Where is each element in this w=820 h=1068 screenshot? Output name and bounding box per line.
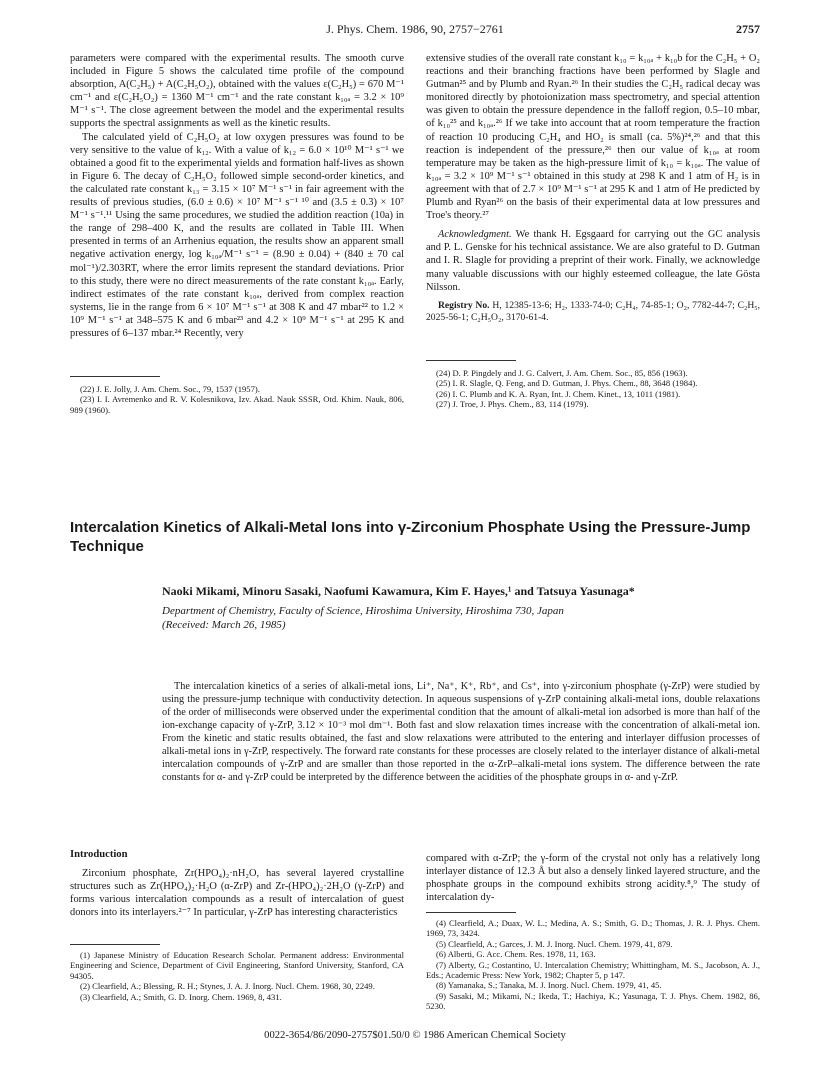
footnote-5: (5) Clearfield, A.; Garces, J. M. J. Inorg. Nucl. Chem. 1979, 41, 879. [436, 938, 673, 949]
article-title: Intercalation Kinetics of Alkali-Metal Ions into γ-Zirconium Phosphate Using the Pressure-Jump Technique [70, 519, 751, 555]
footnote-7: (7) Alberty, G.; Costantino, U. Intercalation Chemistry; Whittingham, M. S., Jacobson, A. J., Eds.; Academic Press: New York, 1982; Chapter 5, p 147. [426, 959, 760, 981]
running-header [70, 22, 760, 38]
article-affiliation [162, 604, 762, 632]
footnote-6: (6) Alberti, G. Acc. Chem. Res. 1978, 11, 163. [436, 949, 596, 960]
acknowledgment-text: We thank H. Egsgaard for carrying out the GC analysis and P. L. Genske for his technical assistance. We are also grateful to D. Gutman and I. R. Slagle for providing a preprint of their work. Finally, we acknowledge many valuable discussions with our highly esteemed colleague, the late Gösta Nilsson. [426, 229, 760, 293]
footnote-9: (9) Sasaki, M.; Mikami, N.; Ikeda, T.; Hachiya, K.; Yasunaga, T. J. Phys. Chem. 1982, 86, 5230. [426, 990, 760, 1012]
right-column-top [426, 52, 760, 324]
abstract-text: The intercalation kinetics of a series of alkali-metal ions, Li⁺, Na⁺, K⁺, Rb⁺, and Cs⁺, into γ-zirconium phosphate (γ-ZrP) were studied by using the pressure-jump technique with conductivity detection. In aqueous suspensions of γ-ZrP containing alkali-metal ions, double relaxations of the order of milliseconds were observed under the experimental condition that the amount of alkali-metal ion adsorbed is more than half of the ion-exchange capacity of γ-ZrP, 3.12 × 10⁻³ mol dm⁻¹. Both fast and slow relaxation times increase with the concentration of alkali-metal ion. From the kinetic and static results obtained, the fast and slow relaxations were attributed to the entering and interlayer diffusion processes of alkali-metal ions in γ-ZrP, respectively. The forward rate constants for these processes are closely related to the interlayer distance of alkali-metal intercalation compounds of γ-ZrP and are smaller than those reported in the α-ZrP–alkali-metal ions system. The difference between the rate constants for α- and γ-ZrP could be interpreted by the difference between the acidities of the phosphate groups in α- and γ-ZrP. [162, 681, 760, 783]
right-footnotes-bottom [426, 918, 760, 1012]
footnote-3: (3) Clearfield, A.; Smith, G. D. Inorg. Chem. 1969, 8, 431. [80, 991, 282, 1002]
right-paragraph-1: extensive studies of the overall rate constant k₁₀ = k₁₀ₐ + k₁₀b for the C₂H₅ + O₂ reactions and their branching fractions have been performed by Slagle and Gutman²⁵ and by Plumb and Ryan.²⁶ In their studies the C₂H₅ radical decay was monitored directly by photoionization mass spectrometry, and special attention was given to obtain the pressure dependence in the falloff region, 0.5–10 mbar, of k₁₀²⁵ and k₁₀ₐ.²⁶ If we take into account that at room temperature the fraction of reaction 10 producing C₂H₄ and HO₂ is small (ca. 5%)²⁴,²⁶ and that this reaction is independent of the pressure,²⁶ then our value of k₁₀ₐ at room temperature may be taken as the high-pressure limit of k₁₀ = k₁₀ₐ. The value of k₁₀ₐ = 3.2 × 10⁹ M⁻¹ s⁻¹ obtained in this study at 298 K and 1 atm of H₂ is in agreement with that of 2.7 × 10⁹ M⁻¹ s⁻¹ at 295 K and 1 atm of He predicted by Plumb and Ryan²⁶ on the basis of their experimental data at low pressures and Troe's theory.²⁷ [426, 53, 760, 222]
intro-right-column [426, 852, 760, 904]
footnote-8: (8) Yamanaka, S.; Tanaka, M. J. Inorg. Nucl. Chem. 1979, 41, 45. [436, 980, 662, 991]
registry-text: H, 12385-13-6; H₂, 1333-74-0; C₂H₄, 74-85-1; O₂, 7782-44-7; C₂H₅, 2025-56-1; C₂H₅O₂, 3170-61-4. [426, 299, 760, 323]
footnote-rule-left-bottom [70, 944, 160, 945]
acknowledgment-label: Acknowledgment. [438, 229, 512, 241]
acknowledgment [426, 228, 760, 293]
footnote-2: (2) Clearfield, A.; Blessing, R. H.; Stynes, J. A. J. Inorg. Nucl. Chem. 1968, 30, 2249. [80, 981, 375, 992]
received-date: (Received: March 26, 1985) [162, 619, 286, 631]
footnote-24: (24) D. P. Pingdely and J. G. Calvert, J. Am. Chem. Soc., 85, 856 (1963). [436, 368, 688, 378]
footnote-23: (23) I. I. Avremenko and R. V. Kolesnikova, Izv. Akad. Nauk SSSR, Otd. Khim. Nauk, 806, 989 (1960). [70, 394, 404, 415]
footnote-1: (1) Japanese Ministry of Education Research Scholar. Permanent address: Environmental Engineering and Science, Department of Civil Engineering, Stanford University, Stanford, CA 94305. [70, 950, 404, 981]
registry-label: Registry No. [438, 299, 490, 311]
left-footnotes-top [70, 384, 404, 415]
intro-right-text: compared with α-ZrP; the γ-form of the crystal not only has a relatively long interlayer distance of 12.3 Å but also a densely linked layered structure, and the phosphate groups in the compound exhibits strong acidity.⁸,⁹ The study of intercalation dy- [426, 853, 760, 904]
left-paragraph-2: The calculated yield of C₂H₅O₂ at low oxygen pressures was found to be very sensitive to the value of k₁₂. With a value of k₁₂ = 6.0 × 10¹⁰ M⁻¹ s⁻¹ we obtained a good fit to the experimental yields and formation half-lives as shown in Figure 6. The decay of C₂H₅O₂ followed simple second-order kinetics, and the calculated rate constant k₁₃ = 3.15 × 10⁷ M⁻¹ s⁻¹ in fair agreement with the results of previous studies, (6.0 ± 0.6) × 10⁷ M⁻¹ s⁻¹ ¹⁰ and (3.5 ± 0.3) × 10⁷ M⁻¹ s⁻¹.¹¹ Using the same procedures, we studied the addition reaction (10a) in the range of 298–400 K, and the results are collated in Table III. When presented in terms of an Arrhenius equation, the results show an apparent small negative activation energy, log k₁₀ₐ/M⁻¹ s⁻¹ = (8.90 ± 0.04) + (840 ± 70 cal mol⁻¹)/2.303RT, where the error limits represent the standard deviations. Prior to this study, there were no direct measurements of the rate constant k₁₀ₐ. Early, indirect estimates of the rate constant k₁₀ₐ, derived from complex reaction systems, lie in the range from 6 × 10⁷ M⁻¹ s⁻¹ at 308 K and 47 mbar²² to 1.2 × 10⁹ M⁻¹ s⁻¹ at 348–575 K and 6 mbar²³ and 4.2 × 10⁹ M⁻¹ s⁻¹ at 295 K and pressures of 6–137 mbar.²⁴ Recently, very [70, 131, 404, 339]
footnote-22: (22) J. E. Jolly, J. Am. Chem. Soc., 79, 1537 (1957). [80, 384, 260, 394]
journal-citation: J. Phys. Chem. 1986, 90, 2757−2761 [326, 22, 504, 36]
footnote-26: (26) I. C. Plumb and K. A. Ryan, Int. J. Chem. Kinet., 13, 1011 (1981). [436, 388, 681, 399]
affiliation-text: Department of Chemistry, Faculty of Science, Hiroshima University, Hiroshima 730, Japan [162, 605, 564, 617]
left-paragraph-1: parameters were compared with the experimental results. The smooth curve included in Figure 5 shows the calculated time profile of the compound absorption, A(C₂H₅) + A(C₂H₅O₂), obtained with the values ε(C₂H₅) = 670 M⁻¹ cm⁻¹ and ε(C₂H₅O₂) = 1360 M⁻¹ cm⁻¹ and the rate constant k₁₀ₐ = 3.2 × 10⁹ M⁻¹ s⁻¹. The close agreement between the model and the experimental results supports the spectral assignments as well as the kinetic results. [70, 53, 404, 130]
registry-numbers [426, 300, 760, 324]
intro-heading: Introduction [70, 849, 128, 860]
footnote-4: (4) Clearfield, A.; Duax, W. L.; Medina, A. S.; Smith, G. D.; Thomas, J. R. J. Phys. Chem. 1969, 73, 3424. [426, 918, 760, 939]
footnote-rule-left-top [70, 376, 160, 377]
footnote-25: (25) I. R. Slagle, Q. Feng, and D. Gutman, J. Phys. Chem., 88, 3648 (1984). [436, 378, 698, 389]
left-column-top [70, 52, 404, 340]
intro-left-text: Zirconium phosphate, Zr(HPO₄)₂·nH₂O, has several layered crystalline structures such as Zr(HPO₄)₂·H₂O (α-ZrP) and Zr-(HPO₄)₂·2H₂O (γ-ZrP) and forms various intercalation compounds as a result of intercalation of guest donors into its interlayers.²⁻⁷ In particular, γ-ZrP has interesting characteristics [70, 868, 404, 919]
footnote-rule-right-top [426, 360, 516, 361]
footnote-27: (27) J. Troe, J. Phys. Chem., 83, 114 (1979). [436, 399, 589, 410]
article-abstract [162, 680, 760, 784]
right-footnotes-top [426, 368, 760, 410]
footnote-rule-right-bottom [426, 912, 516, 913]
page-number: 2757 [736, 22, 760, 36]
left-footnotes-bottom [70, 950, 404, 1002]
intro-left-column [70, 848, 404, 919]
page-footer: 0022-3654/86/2090-2757$01.50/0 © 1986 American Chemical Society [264, 1030, 566, 1041]
article-authors: Naoki Mikami, Minoru Sasaki, Naofumi Kawamura, Kim F. Hayes,¹ and Tatsuya Yasunaga* [162, 584, 635, 598]
